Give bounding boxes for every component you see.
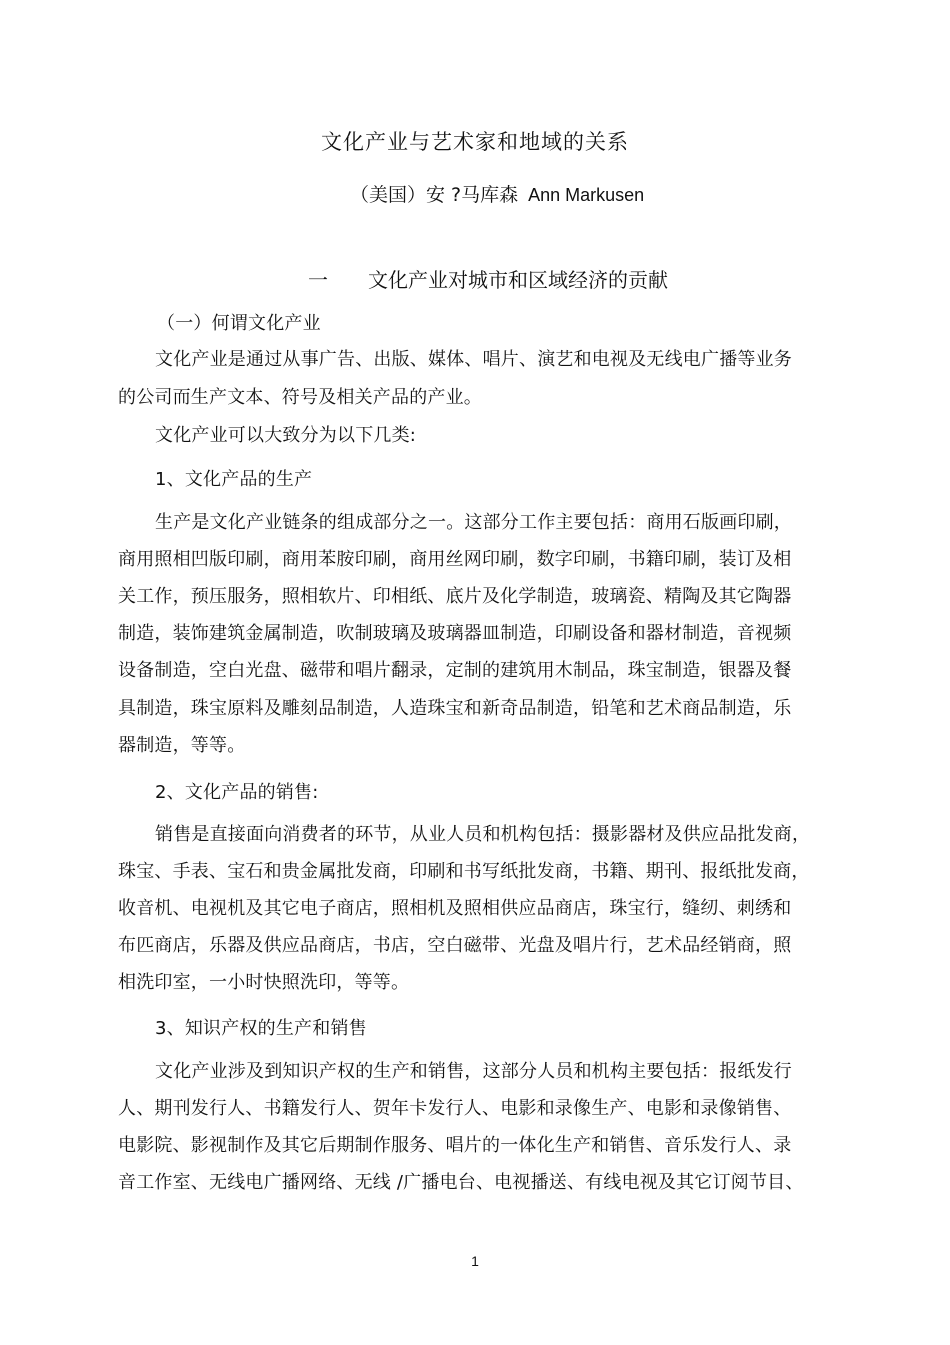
paragraph-line: 的公司而生产文本、符号及相关产品的产业。 [118, 387, 482, 408]
paragraph-line: 收音机、电视机及其它电子商店，照相机及照相供应品商店，珠宝行，缝纫、刺绣和 [118, 898, 792, 919]
document-title: 文化产业与艺术家和地域的关系 [321, 130, 629, 154]
paragraph-line: 商用照相凹版印刷，商用苯胺印刷，商用丝网印刷，数字印刷，书籍印刷，装订及相 [118, 549, 792, 570]
paragraph-line: 文化产业涉及到知识产权的生产和销售，这部分人员和机构主要包括：报纸发行 [155, 1061, 792, 1082]
page-number: 1 [471, 1253, 479, 1269]
paragraph-line: 设备制造，空白光盘、磁带和唱片翻录，定制的建筑用木制品，珠宝制造，银器及餐 [118, 660, 792, 681]
paragraph-line: 相洗印室，一小时快照洗印，等等。 [118, 972, 410, 993]
paragraph-line: 布匹商店，乐器及供应品商店，书店，空白磁带、光盘及唱片行，艺术品经销商，照 [118, 935, 792, 956]
paragraph-line: 关工作，预压服务，照相软片、印相纸、底片及化学制造，玻璃瓷、精陶及其它陶器 [118, 586, 792, 607]
author-english: Ann Markusen [528, 185, 645, 205]
list-heading-2: 2、文化产品的销售: [155, 782, 319, 803]
paragraph-line: 制造，装饰建筑金属制造，吹制玻璃及玻璃器皿制造，印刷设备和器材制造，音视频 [118, 623, 792, 644]
paragraph-line: 器制造，等等。 [118, 735, 246, 756]
list-heading-1: 1、文化产品的生产 [155, 469, 313, 490]
paragraph-line: 生产是文化产业链条的组成部分之一。这部分工作主要包括：商用石版画印刷， [155, 512, 792, 533]
section-number: 一 [308, 268, 328, 292]
paragraph-line: 人、期刊发行人、书籍发行人、贺年卡发行人、电影和录像生产、电影和录像销售、 [118, 1098, 792, 1119]
list-heading-3: 3、知识产权的生产和销售 [155, 1018, 367, 1039]
paragraph-line: 文化产业可以大致分为以下几类: [155, 425, 417, 446]
author-line [350, 182, 644, 208]
paragraph-line: 具制造，珠宝原料及雕刻品制造，人造珠宝和新奇品制造，铅笔和艺术商品制造，乐 [118, 698, 792, 719]
paragraph-line: 电影院、影视制作及其它后期制作服务、唱片的一体化生产和销售、音乐发行人、录 [118, 1135, 792, 1156]
paragraph-line: 珠宝、手表、宝石和贵金属批发商，印刷和书写纸批发商，书籍、期刊、报纸批发商， [118, 861, 810, 882]
subsection-heading-1: （一）何谓文化产业 [157, 313, 321, 334]
paragraph-line: 销售是直接面向消费者的环节，从业人员和机构包括：摄影器材及供应品批发商， [155, 824, 811, 845]
section-title: 文化产业对城市和区域经济的贡献 [368, 268, 668, 292]
paragraph-line: 音工作室、无线电广播网络、无线 /广播电台、电视播送、有线电视及其它订阅节目、 [118, 1172, 804, 1193]
author-chinese: （美国）安 ?马库森 [350, 184, 519, 206]
paragraph-line: 文化产业是通过从事广告、出版、媒体、唱片、演艺和电视及无线电广播等业务 [155, 349, 792, 370]
section-heading [308, 266, 668, 294]
